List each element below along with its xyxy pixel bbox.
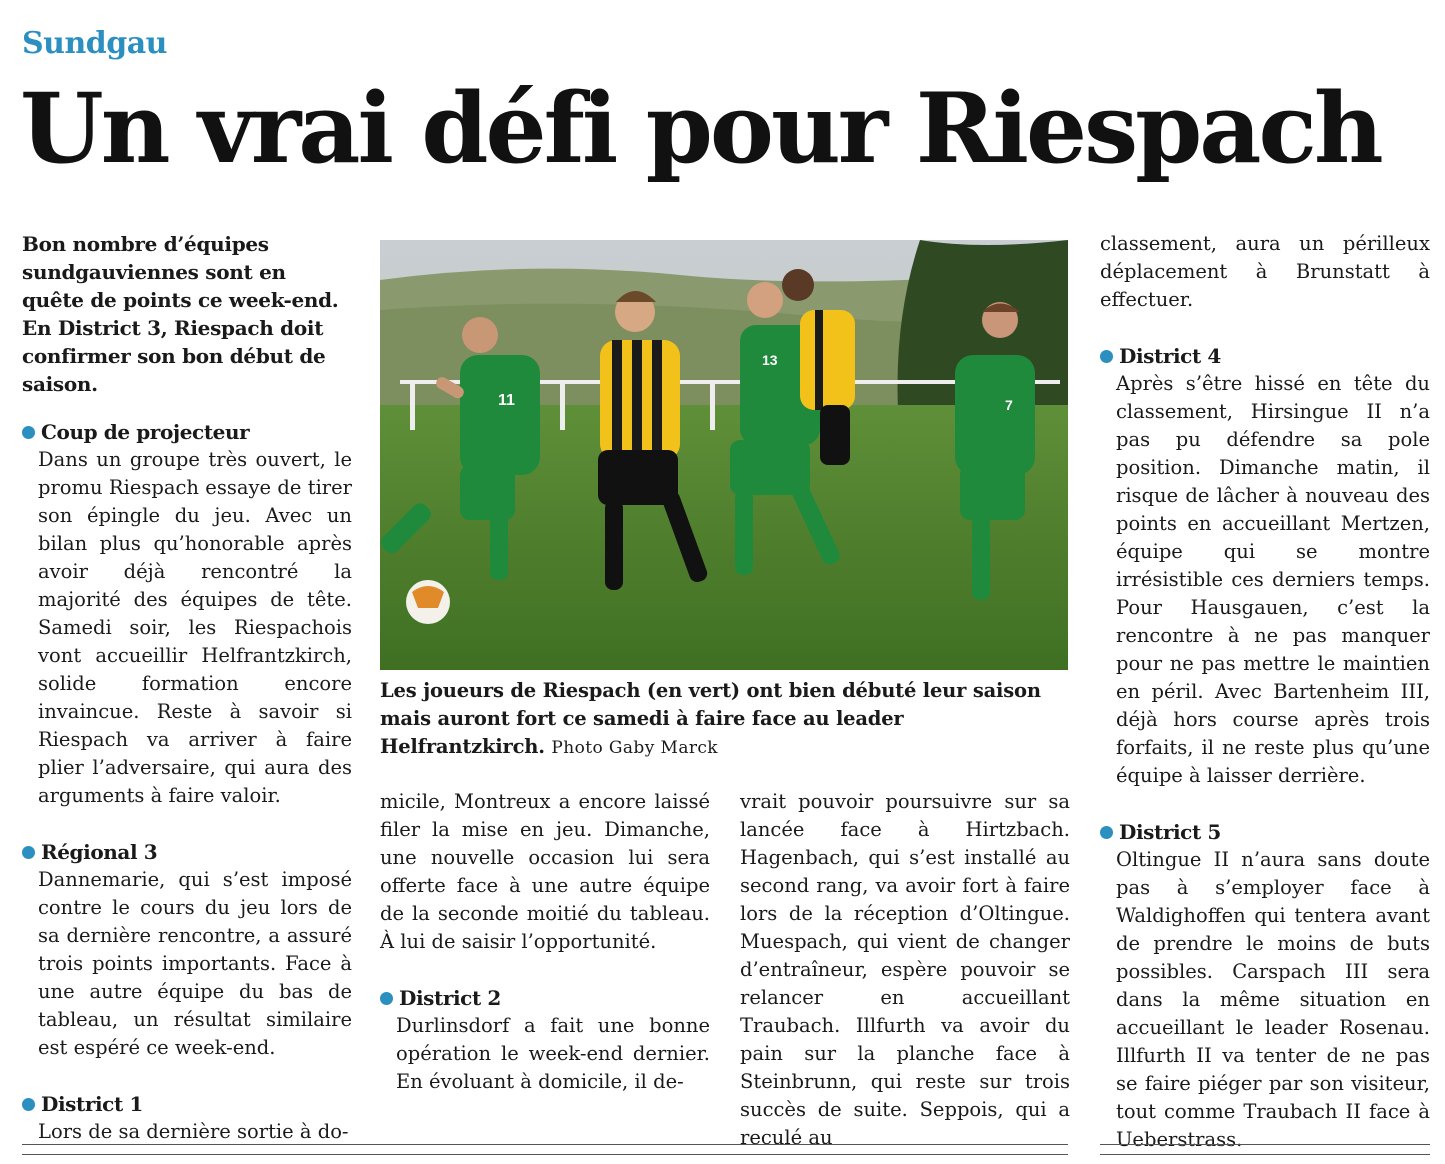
bullet-dot-icon (1100, 350, 1113, 363)
section-text-district5: Oltingue II n’aura sans doute pas à s’employer face à Waldighoffen qui tentera avant de prendre le moins de buts possibles. Carspach III sera dans la même situation en accueillant le leader Rosenau. Illfurth II va tenter de ne pas se faire piéger par son visiteur, tout comme Traubach II face à Ueberstrass. (1116, 848, 1430, 1151)
svg-text:7: 7 (1005, 397, 1013, 413)
section-heading-district5: District 5 (1100, 818, 1430, 846)
section-text-district4: Après s’être hissé en tête du classement, Hirsingue II n’a pas pu défendre sa pole position. Dimanche matin, il risque de lâcher à nouveau des points en accueillant Mertzen, équipe qui se montre irrésistible ces derniers temps. Pour Hausgauen, c’est la rencontre à ne pas manquer pour ne pas mettre le maintien en péril. Avec Bartenheim III, déjà hors course après trois forfaits, il ne reste plus qu’une équipe à laisser derrière. (1116, 372, 1430, 787)
article-headline: Un vrai défi pour Riespach (20, 72, 1381, 185)
bullet-dot-icon (380, 992, 393, 1005)
bullet-dot-icon (1100, 826, 1113, 839)
section-text-district1-part2: micile, Montreux a encore laissé filer la mise en jeu. Dimanche, une nouvelle occasion lui sera offerte face à une autre équipe de la seconde moitié du tableau. À lui de saisir l’opportunité. (380, 790, 710, 953)
section-heading-coup: Coup de projecteur (22, 418, 352, 446)
section-heading-district2: District 2 (380, 984, 710, 1012)
section-heading-district4: District 4 (1100, 342, 1430, 370)
section-text-district1-part1: Lors de sa dernière sortie à do- (38, 1120, 349, 1143)
bullet-dot-icon (22, 426, 35, 439)
bullet-dot-icon (22, 1098, 35, 1111)
bottom-rule (22, 1154, 1068, 1155)
bottom-rule (1100, 1144, 1430, 1145)
svg-text:13: 13 (762, 352, 778, 368)
svg-text:11: 11 (498, 392, 515, 409)
bullet-dot-icon (22, 846, 35, 859)
photo-caption (380, 677, 1068, 762)
section-text-district2-part1: Durlinsdorf a fait une bonne opération le week-end dernier. En évoluant à domicile, il de- (396, 1014, 710, 1093)
section-text-district2-part3: classement, aura un périlleux déplacement à Brunstatt à effectuer. (1100, 232, 1430, 311)
caption-text: Les joueurs de Riespach (en vert) ont bien débuté leur saison mais auront fort ce samedi à faire face au leader Helfrantzkirch. (380, 679, 1041, 758)
column-4 (1100, 230, 1430, 1154)
section-text-district2-part2: vrait pouvoir poursuivre sur sa lancée face à Hirtzbach. Hagenbach, qui s’est installé au second rang, va avoir fort à faire lors de la réception d’Oltingue. Muespach, qui vient de changer d’entraîneur, espère pouvoir se relancer en accueillant Traubach. Illfurth va avoir du pain sur la planche face à Steinbrunn, qui reste sur trois succès de suite. Seppois, qui a reculé au (740, 790, 1070, 1149)
section-heading-district1: District 1 (22, 1090, 352, 1118)
section-text-coup: Dans un groupe très ouvert, le promu Riespach essaye de tirer son épingle du jeu. Avec un bilan plus qu’honorable après avoir déjà rencontré la majorité des équipes de tête. Samedi soir, les Riespachois vont accueillir Helfrantzkirch, solide formation encore invaincue. Reste à savoir si Riespach va arriver à faire plier l’adversaire, qui aura des arguments à faire valoir. (38, 448, 352, 807)
section-text-regional3: Dannemarie, qui s’est imposé contre le cours du jeu lors de sa dernière rencontre, a assuré trois points importants. Face à une autre équipe du bas de tableau, un résultat similaire est espéré ce week-end. (38, 868, 352, 1059)
bottom-rule (22, 1144, 1068, 1145)
photo-credit: Photo Gaby Marck (551, 738, 719, 758)
section-heading-regional3: Régional 3 (22, 838, 352, 866)
section-rubric: Sundgau (22, 26, 167, 61)
article-lead: Bon nombre d’équipes sundgauviennes sont en quête de points ce week-end. En District 3, Riespach doit confirmer son bon début de saison. (22, 232, 339, 396)
column-2 (380, 788, 710, 1096)
match-photo (380, 240, 1068, 670)
column-1 (22, 230, 352, 1146)
column-3 (740, 788, 1070, 1152)
bottom-rule (1100, 1154, 1430, 1155)
